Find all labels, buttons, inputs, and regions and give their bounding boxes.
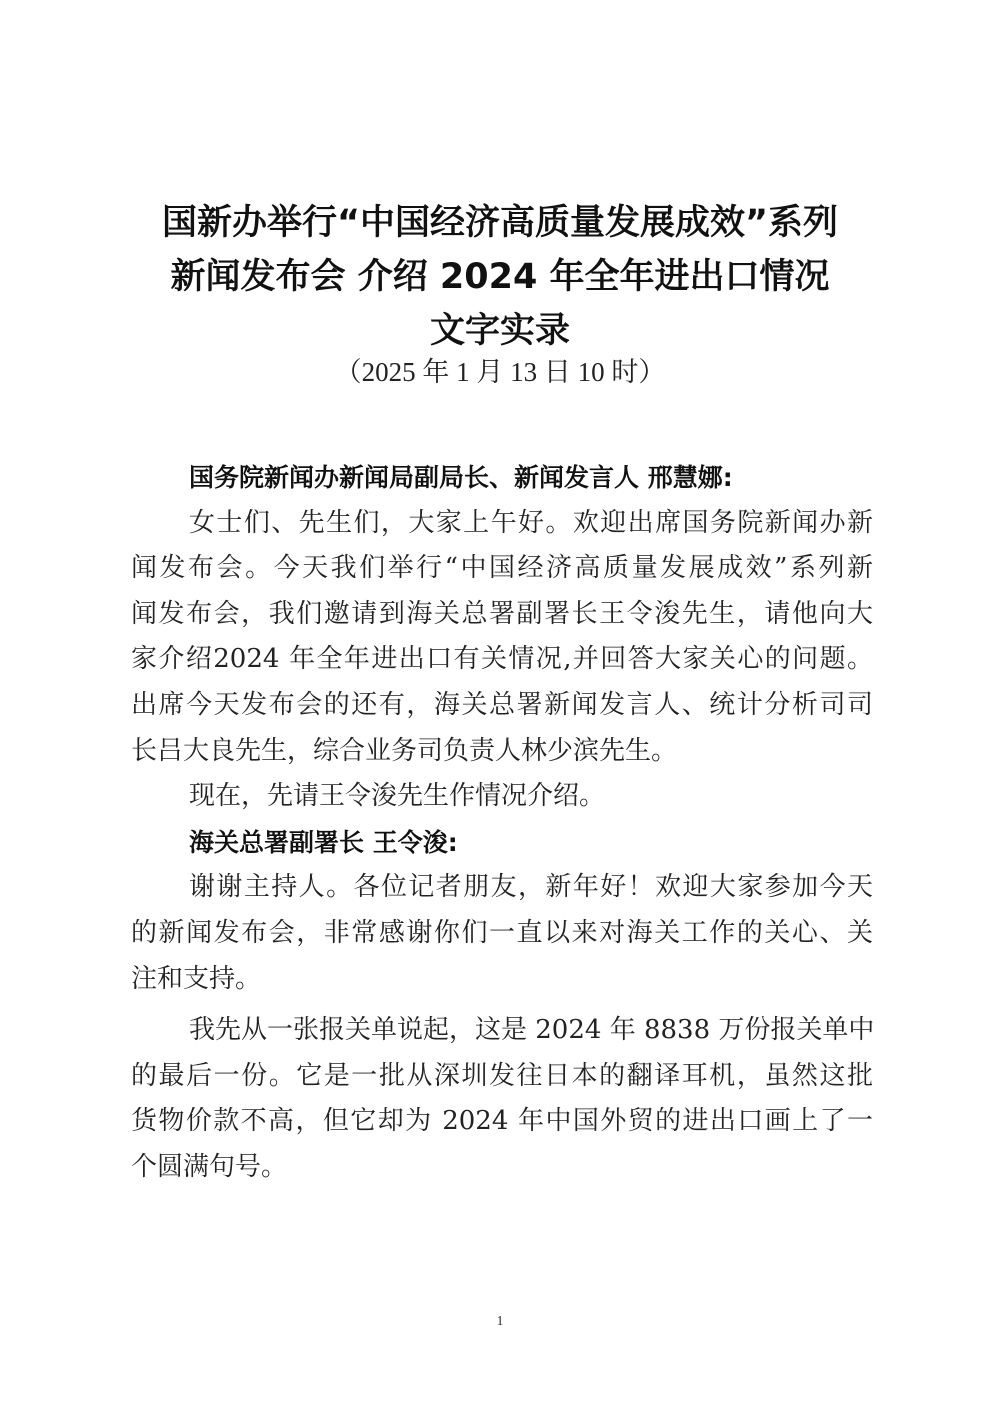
text-line: 个圆满句号。 xyxy=(131,1151,288,1182)
text-line: 的新闻发布会，非常感谢你们一直以来对海关工作的关心、关 xyxy=(131,917,873,948)
paragraph xyxy=(131,865,873,1002)
document-title xyxy=(100,196,900,358)
page-number: 1 xyxy=(496,1314,504,1329)
text-line: 我先从一张报关单说起，这是 2024 年 8838 万份报关单中 xyxy=(189,1015,875,1046)
text-line: 长吕大良先生，综合业务司负责人林少滨先生。 xyxy=(131,735,678,766)
text-line: 注和支持。 xyxy=(131,963,262,994)
text-line: 现在，先请王令浚先生作情况介绍。 xyxy=(189,781,606,812)
title-line-3: 文字实录 xyxy=(429,311,570,351)
document-date: （2025 年 1 月 13 日 10 时） xyxy=(334,357,666,387)
text-line: 闻发布会。今天我们举行“中国经济高质量发展成效”系列新 xyxy=(131,553,873,584)
speaker-heading-wang-lingjun: 海关总署副署长 王令浚: xyxy=(189,827,458,857)
text-line: 的最后一份。它是一批从深圳发往日本的翻译耳机，虽然这批 xyxy=(131,1060,873,1091)
text-line: 女士们、先生们，大家上午好。欢迎出席国务院新闻办新 xyxy=(189,507,873,538)
text-line: 谢谢主持人。各位记者朋友，新年好！欢迎大家参加今天 xyxy=(189,872,873,903)
text-line: 货物价款不高，但它却为 2024 年中国外贸的进出口画上了一 xyxy=(131,1106,873,1137)
speaker-heading-xing-huina: 国务院新闻办新闻局副局长、新闻发言人 邢慧娜: xyxy=(189,463,733,492)
paragraph xyxy=(131,501,873,775)
text-line: 家介绍2024 年全年进出口有关情况,并回答大家关心的问题。 xyxy=(131,644,873,675)
text-line: 闻发布会，我们邀请到海关总署副署长王令浚先生，请他向大 xyxy=(131,598,873,629)
title-line-1: 国新办举行“中国经济高质量发展成效”系列 xyxy=(161,203,838,243)
title-line-2: 新闻发布会 介绍 2024 年全年进出口情况 xyxy=(170,257,830,297)
text-line: 出席今天发布会的还有，海关总署新闻发言人、统计分析司司 xyxy=(131,689,873,720)
paragraph xyxy=(131,774,873,820)
paragraph xyxy=(131,1008,873,1190)
document-body xyxy=(131,455,873,1191)
